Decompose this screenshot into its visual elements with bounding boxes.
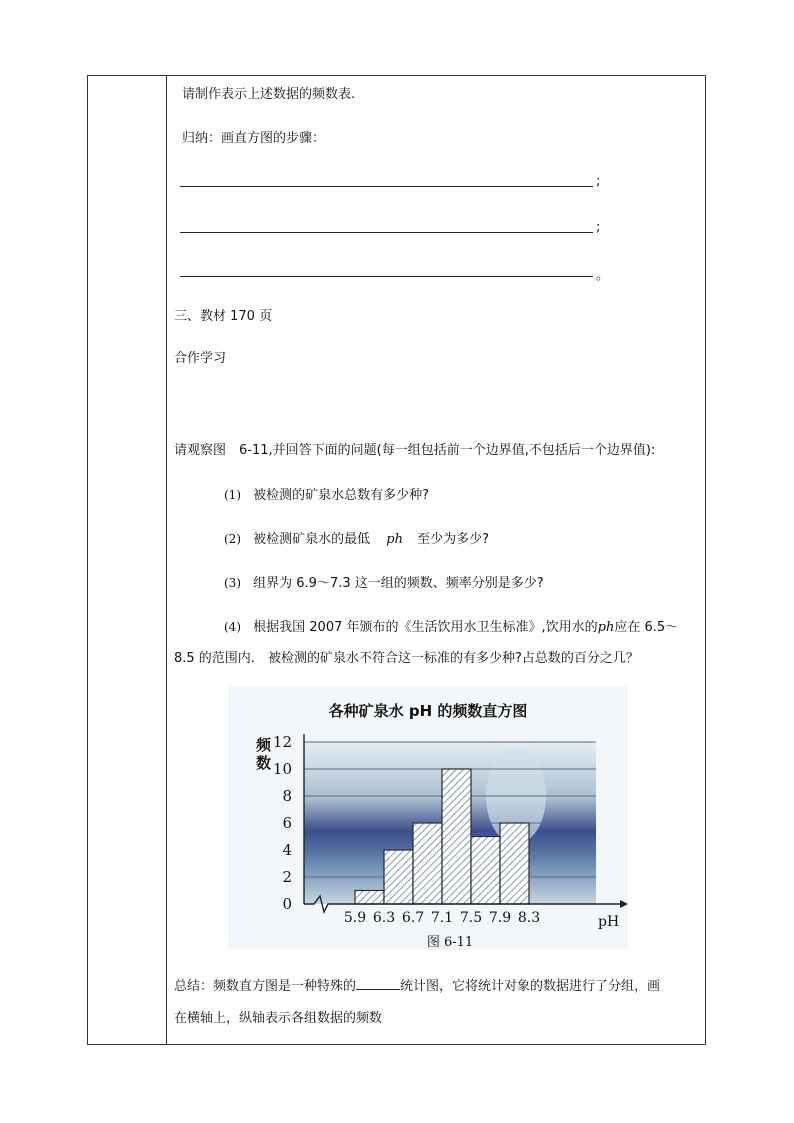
observe-instruction: 请观察图 6-11,并回答下面的问题(每一组包括前一个边界值,不包括后一个边界值):	[174, 443, 656, 458]
question-4-number: (4)	[224, 620, 241, 634]
question-1	[224, 486, 429, 505]
question-2-ph: ph	[386, 532, 403, 547]
answer-line-3-end: 。	[596, 268, 610, 283]
x-tick-label-4: 7.1	[430, 910, 454, 926]
question-4-ph: ph	[597, 620, 615, 635]
conclusion-blank[interactable]	[356, 976, 400, 990]
x-tick-label-2: 6.3	[372, 910, 396, 926]
cooperative-learning-heading: 合作学习	[174, 351, 227, 366]
summary-steps-heading: 归纳：画直方图的步骤：	[182, 131, 326, 146]
question-3	[224, 574, 544, 593]
chart-y-axis-label: 频数	[256, 736, 272, 772]
section-3-heading: 三、教材 170 页	[174, 309, 273, 324]
x-tick-label-1: 5.9	[343, 910, 367, 926]
answer-line-3[interactable]	[180, 276, 593, 277]
y-tick-label-4: 4	[282, 841, 292, 859]
y-tick-label-12: 12	[272, 733, 292, 751]
answer-line-1[interactable]	[180, 186, 593, 187]
x-tick-label-6: 7.9	[488, 910, 512, 926]
answer-line-2[interactable]	[180, 232, 593, 233]
question-2	[224, 530, 489, 549]
histogram-bar-6	[500, 823, 529, 904]
histogram-bar-1	[355, 891, 384, 905]
question-2-text-b: 至少为多少?	[417, 532, 490, 547]
conclusion-line-2: 在横轴上，纵轴表示各组数据的频数	[174, 1011, 383, 1026]
ph-histogram-chart	[228, 686, 628, 950]
y-tick-label-6: 6	[282, 814, 292, 832]
answer-line-2-end: ;	[596, 220, 601, 235]
question-4-text: 根据我国 2007 年颁布的《生活饮用水卫生标准》,饮用水的	[253, 620, 598, 635]
histogram-bar-5	[471, 837, 500, 905]
table-column-divider	[166, 75, 167, 1045]
conclusion-line-1	[174, 976, 660, 996]
question-1-number: (1)	[224, 488, 241, 502]
chart-title: 各种矿泉水 pH 的频数直方图	[328, 702, 528, 720]
y-tick-label-8: 8	[282, 787, 292, 805]
x-tick-label-5: 7.5	[459, 910, 483, 926]
chart-x-axis-label: pH	[598, 914, 620, 930]
histogram-bar-4	[442, 769, 471, 904]
question-3-text: 组界为 6.9～7.3 这一组的频数、频率分别是多少?	[253, 576, 544, 591]
question-4	[224, 618, 678, 637]
question-3-number: (3)	[224, 576, 241, 590]
make-table-instruction: 请制作表示上述数据的频数表.	[182, 87, 356, 102]
histogram-bar-2	[384, 850, 413, 904]
y-tick-label-2: 2	[282, 868, 292, 886]
y-tick-label-0: 0	[282, 895, 292, 913]
y-tick-label-10: 10	[272, 760, 292, 778]
chart-caption: 图 6-11	[426, 935, 474, 950]
conclusion-text-b: 统计图，它将统计对象的数据进行了分组，画	[400, 979, 661, 994]
conclusion-text-a: 总结：频数直方图是一种特殊的	[174, 979, 357, 994]
question-4-continuation: 8.5 的范围内. 被检测的矿泉水不符合这一标准的有多少种?占总数的百分之几？	[174, 651, 639, 666]
question-2-text-a: 被检测矿泉水的最低	[253, 532, 371, 547]
answer-line-1-end: ;	[596, 174, 601, 189]
question-2-number: (2)	[224, 532, 241, 546]
question-1-text: 被检测的矿泉水总数有多少种?	[253, 488, 430, 503]
histogram-bar-3	[413, 823, 442, 904]
x-tick-label-7: 8.3	[517, 910, 541, 926]
question-4-text-end: 应在 6.5～	[614, 620, 679, 635]
x-tick-label-3: 6.7	[401, 910, 425, 926]
